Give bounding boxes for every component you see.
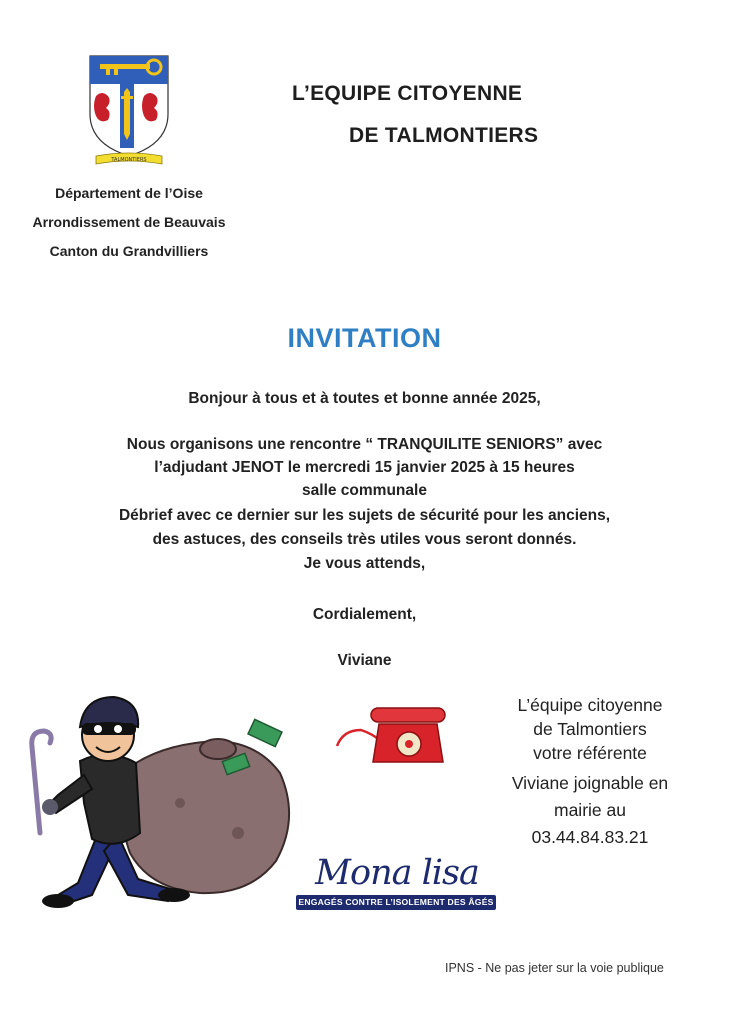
- paragraph-line: Nous organisons une rencontre “ TRANQUILITE SENIORS” avec: [126, 436, 603, 453]
- contact-line: Viviane joignable en: [511, 773, 669, 793]
- greeting: Bonjour à tous et à toutes et bonne année 2025,: [188, 390, 541, 407]
- telephone-icon: [333, 700, 451, 770]
- contact-phone-number: 03.44.84.83.21: [531, 827, 649, 847]
- signature: Viviane: [337, 652, 392, 669]
- paragraph-line: salle communale: [302, 482, 427, 499]
- crest-motto: TALMONTIERS: [111, 157, 147, 163]
- paragraph-line: des astuces, des conseils très utiles vous seront donnés.: [152, 531, 577, 548]
- paragraph-line: Je vous attends,: [303, 555, 426, 572]
- contact-line: L’équipe citoyenne: [517, 695, 663, 715]
- contact-line: votre référente: [533, 743, 647, 763]
- paragraph-line: Débrief avec ce dernier sur les sujets de sécurité pour les anciens,: [118, 507, 611, 524]
- monalisa-logo: Mona lisa: [315, 853, 479, 893]
- admin-canton: Canton du Grandvilliers: [49, 243, 209, 259]
- thief-illustration: [18, 683, 308, 921]
- paragraph-line: l’adjudant JENOT le mercredi 15 janvier 2025 à 15 heures: [154, 459, 575, 476]
- crest-icon: [86, 52, 172, 168]
- admin-department: Département de l’Oise: [55, 185, 203, 201]
- footer-note: IPNS - Ne pas jeter sur la voie publique: [445, 961, 664, 975]
- monalisa-tagline: ENGAGÉS CONTRE L’ISOLEMENT DES ÂGÉS: [298, 897, 494, 907]
- admin-arrondissement: Arrondissement de Beauvais: [32, 214, 226, 230]
- closing: Cordialement,: [312, 606, 417, 623]
- contact-line: mairie au: [554, 800, 626, 820]
- title-line-1: L’EQUIPE CITOYENNE: [292, 82, 523, 105]
- page-title: INVITATION: [287, 323, 442, 353]
- contact-line: de Talmontiers: [533, 719, 647, 739]
- title-line-2: DE TALMONTIERS: [349, 124, 539, 147]
